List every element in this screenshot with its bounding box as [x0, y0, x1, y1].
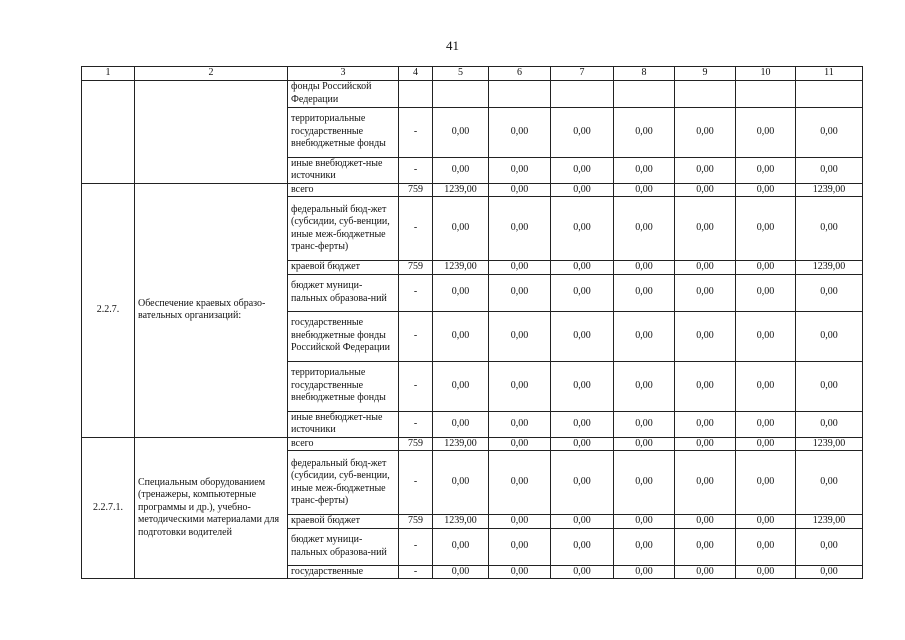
- amount-cell: 0,00: [614, 157, 675, 183]
- amount-cell: 1239,00: [433, 437, 489, 451]
- amount-cell: 1239,00: [433, 183, 489, 197]
- amount-cell: 0,00: [433, 451, 489, 515]
- amount-cell: 0,00: [796, 311, 863, 361]
- amount-cell: [551, 80, 614, 107]
- amount-cell: [614, 80, 675, 107]
- budget-code-cell: [399, 80, 433, 107]
- amount-cell: 0,00: [614, 107, 675, 157]
- table-row: [82, 437, 863, 451]
- amount-cell: 0,00: [614, 437, 675, 451]
- amount-cell: 0,00: [736, 515, 796, 529]
- budget-code-cell: -: [399, 565, 433, 579]
- amount-cell: 0,00: [736, 437, 796, 451]
- amount-cell: 0,00: [736, 107, 796, 157]
- amount-cell: 0,00: [489, 311, 551, 361]
- column-number: 8: [614, 67, 675, 81]
- amount-cell: 0,00: [551, 361, 614, 411]
- amount-cell: 0,00: [614, 274, 675, 311]
- amount-cell: 0,00: [551, 157, 614, 183]
- amount-cell: 0,00: [433, 157, 489, 183]
- amount-cell: 0,00: [551, 515, 614, 529]
- amount-cell: 0,00: [796, 411, 863, 437]
- amount-cell: 0,00: [736, 411, 796, 437]
- funding-source: федеральный бюд-жет (субсидии, суб-венции, иные меж-бюджетные транс-ферты): [288, 197, 399, 261]
- amount-cell: 0,00: [551, 528, 614, 565]
- amount-cell: 0,00: [551, 183, 614, 197]
- amount-cell: [433, 80, 489, 107]
- column-number: 7: [551, 67, 614, 81]
- amount-cell: 0,00: [614, 261, 675, 275]
- amount-cell: 0,00: [736, 361, 796, 411]
- amount-cell: 0,00: [675, 565, 736, 579]
- amount-cell: 0,00: [551, 311, 614, 361]
- item-code: 2.2.7.: [82, 183, 135, 437]
- budget-code-cell: -: [399, 361, 433, 411]
- amount-cell: 0,00: [675, 183, 736, 197]
- amount-cell: 1239,00: [796, 183, 863, 197]
- amount-cell: 1239,00: [796, 261, 863, 275]
- budget-code-cell: -: [399, 197, 433, 261]
- amount-cell: 0,00: [675, 107, 736, 157]
- amount-cell: 0,00: [614, 361, 675, 411]
- amount-cell: 0,00: [736, 451, 796, 515]
- amount-cell: [796, 80, 863, 107]
- funding-source: бюджет муници-пальных образова-ний: [288, 528, 399, 565]
- amount-cell: 0,00: [675, 311, 736, 361]
- budget-code-cell: 759: [399, 261, 433, 275]
- amount-cell: 0,00: [614, 451, 675, 515]
- amount-cell: [489, 80, 551, 107]
- amount-cell: 0,00: [614, 515, 675, 529]
- amount-cell: 0,00: [489, 274, 551, 311]
- amount-cell: 0,00: [489, 437, 551, 451]
- amount-cell: 0,00: [433, 274, 489, 311]
- amount-cell: 0,00: [551, 411, 614, 437]
- table-row: [82, 80, 863, 107]
- funding-source: государственные: [288, 565, 399, 579]
- amount-cell: 0,00: [614, 411, 675, 437]
- item-code: 2.2.7.1.: [82, 437, 135, 579]
- amount-cell: 0,00: [736, 157, 796, 183]
- funding-source: фонды Российской Федерации: [288, 80, 399, 107]
- amount-cell: 0,00: [489, 515, 551, 529]
- budget-code-cell: -: [399, 411, 433, 437]
- amount-cell: 0,00: [796, 451, 863, 515]
- funding-source: иные внебюджет-ные источники: [288, 157, 399, 183]
- column-number: 11: [796, 67, 863, 81]
- amount-cell: [675, 80, 736, 107]
- amount-cell: 0,00: [551, 261, 614, 275]
- amount-cell: 0,00: [796, 361, 863, 411]
- page-number: 41: [446, 38, 459, 53]
- amount-cell: 0,00: [675, 361, 736, 411]
- budget-code-cell: -: [399, 274, 433, 311]
- table-row: [82, 183, 863, 197]
- funding-source: всего: [288, 437, 399, 451]
- amount-cell: 0,00: [489, 261, 551, 275]
- budget-code-cell: 759: [399, 437, 433, 451]
- amount-cell: [736, 80, 796, 107]
- amount-cell: 0,00: [489, 183, 551, 197]
- funding-source: федеральный бюд-жет (субсидии, суб-венции, иные меж-бюджетные транс-ферты): [288, 451, 399, 515]
- amount-cell: 0,00: [489, 451, 551, 515]
- amount-cell: 0,00: [675, 451, 736, 515]
- amount-cell: 0,00: [675, 515, 736, 529]
- budget-code-cell: -: [399, 451, 433, 515]
- amount-cell: 0,00: [489, 411, 551, 437]
- funding-source: иные внебюджет-ные источники: [288, 411, 399, 437]
- column-number: 6: [489, 67, 551, 81]
- funding-source: бюджет муници-пальных образова-ний: [288, 274, 399, 311]
- amount-cell: 0,00: [736, 274, 796, 311]
- amount-cell: 0,00: [675, 157, 736, 183]
- amount-cell: 0,00: [433, 311, 489, 361]
- column-number: 1: [82, 67, 135, 81]
- item-name: [135, 80, 288, 183]
- amount-cell: 0,00: [614, 528, 675, 565]
- column-number: 3: [288, 67, 399, 81]
- amount-cell: 0,00: [796, 157, 863, 183]
- amount-cell: 0,00: [489, 197, 551, 261]
- amount-cell: 0,00: [736, 197, 796, 261]
- amount-cell: 0,00: [433, 565, 489, 579]
- funding-source: краевой бюджет: [288, 515, 399, 529]
- amount-cell: 0,00: [433, 528, 489, 565]
- amount-cell: 0,00: [796, 197, 863, 261]
- amount-cell: 0,00: [675, 197, 736, 261]
- amount-cell: 0,00: [796, 274, 863, 311]
- amount-cell: 0,00: [551, 565, 614, 579]
- amount-cell: 0,00: [489, 157, 551, 183]
- amount-cell: 0,00: [796, 107, 863, 157]
- amount-cell: 0,00: [551, 451, 614, 515]
- amount-cell: 0,00: [551, 437, 614, 451]
- budget-code-cell: -: [399, 107, 433, 157]
- item-name: Специальным оборудованием (тренажеры, компьютерные программы и др.), учебно-методическими материалами для подготовки водителей: [135, 437, 288, 579]
- amount-cell: 0,00: [489, 107, 551, 157]
- amount-cell: 0,00: [489, 528, 551, 565]
- amount-cell: 0,00: [796, 565, 863, 579]
- amount-cell: 0,00: [614, 565, 675, 579]
- amount-cell: 0,00: [675, 411, 736, 437]
- funding-source: всего: [288, 183, 399, 197]
- amount-cell: 0,00: [614, 183, 675, 197]
- budget-table: [81, 66, 863, 579]
- amount-cell: 1239,00: [796, 437, 863, 451]
- amount-cell: 1239,00: [796, 515, 863, 529]
- amount-cell: 0,00: [736, 311, 796, 361]
- budget-code-cell: 759: [399, 515, 433, 529]
- item-name: Обеспечение краевых образо-вательных организаций:: [135, 183, 288, 437]
- funding-source: краевой бюджет: [288, 261, 399, 275]
- amount-cell: 0,00: [675, 274, 736, 311]
- amount-cell: 0,00: [614, 311, 675, 361]
- amount-cell: 0,00: [796, 528, 863, 565]
- amount-cell: 0,00: [675, 261, 736, 275]
- amount-cell: 0,00: [736, 528, 796, 565]
- amount-cell: 0,00: [433, 411, 489, 437]
- budget-code-cell: -: [399, 157, 433, 183]
- amount-cell: 0,00: [551, 197, 614, 261]
- amount-cell: 0,00: [551, 274, 614, 311]
- item-code: [82, 80, 135, 183]
- budget-code-cell: 759: [399, 183, 433, 197]
- column-number: 4: [399, 67, 433, 81]
- amount-cell: 0,00: [675, 528, 736, 565]
- amount-cell: 0,00: [614, 197, 675, 261]
- amount-cell: 0,00: [736, 565, 796, 579]
- amount-cell: 0,00: [433, 197, 489, 261]
- amount-cell: 0,00: [433, 361, 489, 411]
- column-number: 5: [433, 67, 489, 81]
- amount-cell: 0,00: [736, 261, 796, 275]
- amount-cell: 0,00: [675, 437, 736, 451]
- table-body: [82, 80, 863, 579]
- column-number: 9: [675, 67, 736, 81]
- budget-code-cell: -: [399, 528, 433, 565]
- funding-source: территориальные государственные внебюджетные фонды: [288, 107, 399, 157]
- amount-cell: 0,00: [489, 565, 551, 579]
- funding-source: территориальные государственные внебюджетные фонды: [288, 361, 399, 411]
- amount-cell: 0,00: [489, 361, 551, 411]
- budget-code-cell: -: [399, 311, 433, 361]
- funding-source: государственные внебюджетные фонды Российской Федерации: [288, 311, 399, 361]
- amount-cell: 1239,00: [433, 261, 489, 275]
- column-number: 10: [736, 67, 796, 81]
- amount-cell: 0,00: [433, 107, 489, 157]
- amount-cell: 1239,00: [433, 515, 489, 529]
- amount-cell: 0,00: [736, 183, 796, 197]
- column-number-row: [82, 67, 863, 81]
- amount-cell: 0,00: [551, 107, 614, 157]
- column-number: 2: [135, 67, 288, 81]
